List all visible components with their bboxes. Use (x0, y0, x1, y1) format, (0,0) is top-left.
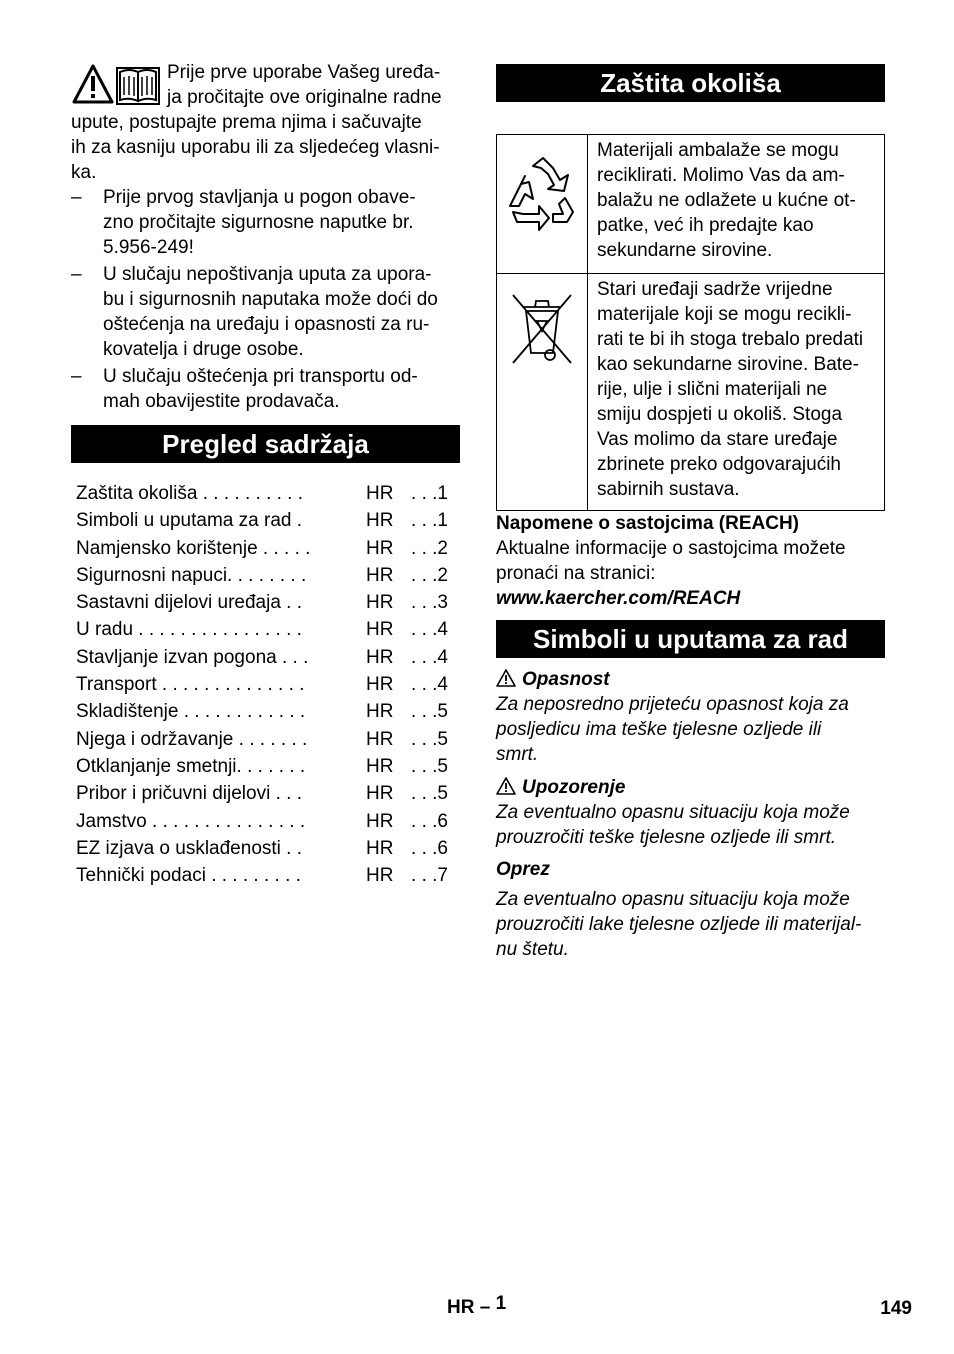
env-line: Stari uređaji sadrže vrijedne (597, 279, 833, 300)
table-cell (497, 135, 588, 274)
toc-row[interactable] (71, 753, 460, 780)
toc-row[interactable] (71, 671, 460, 698)
toc-row[interactable] (71, 507, 460, 534)
toc-title: Simboli u uputama za rad . (76, 510, 303, 532)
toc-lang: HR (366, 619, 394, 641)
table-cell (497, 274, 588, 511)
env-line: smiju dospjeti u okoliš. Stoga (597, 404, 843, 425)
toc-title: Jamstvo . . . . . . . . . . . . . . . (76, 810, 306, 832)
toc-lang: HR (366, 728, 394, 750)
toc-lang: HR (366, 837, 394, 859)
toc-row[interactable] (71, 535, 460, 562)
symbols-heading: Simboli u uputama za rad (496, 620, 885, 658)
toc-title: EZ izjava o usklađenosti . . (76, 837, 302, 859)
env-line: sekundarne sirovine. (597, 240, 773, 261)
env-line: patke, već ih predajte kao (597, 215, 814, 236)
toc-row[interactable] (71, 698, 460, 725)
toc-title: Sigurnosni napuci. . . . . . . . (76, 564, 307, 586)
toc-lang: HR (366, 810, 394, 832)
caution-line: Za eventualno opasnu situaciju koja može (496, 889, 850, 910)
danger-heading (496, 667, 885, 692)
toc-page: . . .6 (411, 837, 448, 859)
toc-lang: HR (366, 537, 394, 559)
warning-heading (496, 775, 885, 800)
reach-line: Aktualne informacije o sastojcima možete (496, 538, 846, 559)
toc-row[interactable] (71, 480, 460, 507)
reach-heading: Napomene o sastojcima (REACH) (496, 513, 800, 534)
toc-page: . . .5 (411, 728, 448, 750)
list-item (71, 364, 460, 414)
toc-lang: HR (366, 783, 394, 805)
toc-page: . . .2 (411, 564, 448, 586)
env-line: reciklirati. Molimo Vas da am- (597, 165, 845, 186)
list-line: kovatelja i druge osobe. (103, 339, 304, 360)
environment-table (496, 134, 885, 511)
toc-title: Zaštita okoliša . . . . . . . . . . (76, 483, 304, 504)
caution-line: prouzročiti lake tjelesne ozljede ili materijal- (496, 914, 862, 935)
list-line: 5.956-249! (103, 237, 194, 258)
toc-row[interactable] (71, 644, 460, 671)
list-dash: – (71, 187, 82, 208)
danger-line: Za neposredno prijeteću opasnost koja za (496, 694, 849, 715)
toc-row[interactable] (71, 835, 460, 862)
intro-line: upute, postupajte prema njima i sačuvajte (71, 112, 422, 133)
danger-label: Opasnost (522, 669, 610, 690)
warning-label: Upozorenje (522, 777, 626, 798)
toc-heading: Pregled sadržaja (71, 425, 460, 463)
toc-title: Njega i održavanje . . . . . . . (76, 728, 308, 750)
reach-url-link[interactable]: www.kaercher.com/REACH (496, 588, 741, 609)
intro-line: Prije prve uporabe Vašeg uređa- (167, 62, 441, 83)
recycle-icon (503, 154, 581, 234)
env-line: zbrinete preko odgovarajućih (597, 454, 841, 475)
toc-lang: HR (366, 701, 394, 723)
toc-row[interactable] (71, 726, 460, 753)
table-cell (588, 135, 885, 274)
footer-lang: HR (447, 1297, 475, 1318)
env-line: Vas molimo da stare uređaje (597, 429, 838, 450)
toc-title: U radu . . . . . . . . . . . . . . . . (76, 619, 302, 641)
warning-triangle-icon (496, 669, 516, 687)
env-line: rati te bi ih stoga trebalo predati (597, 329, 864, 350)
toc-title: Skladištenje . . . . . . . . . . . . (76, 701, 306, 723)
toc-page: . . .3 (411, 592, 448, 614)
toc-page: . . .5 (411, 783, 448, 805)
toc-lang: HR (366, 510, 394, 532)
intro-line: ka. (71, 162, 97, 183)
danger-line: smrt. (496, 744, 539, 765)
toc-row[interactable] (71, 808, 460, 835)
env-line: sabirnih sustava. (597, 479, 740, 500)
list-line: zno pročitajte sigurnosne naputke br. (103, 212, 414, 233)
toc-page: . . .4 (411, 646, 448, 668)
reach-line: pronaći na stranici: (496, 563, 656, 584)
toc-title: Tehnički podaci . . . . . . . . . (76, 865, 301, 887)
toc-lang: HR (366, 483, 394, 504)
toc-row[interactable] (71, 562, 460, 589)
table-row (497, 274, 885, 511)
toc-lang: HR (366, 865, 394, 887)
toc-title: Otklanjanje smetnji. . . . . . . (76, 755, 306, 777)
caution-line: nu štetu. (496, 939, 569, 960)
list-dash: – (71, 366, 82, 387)
toc-lang: HR (366, 674, 394, 696)
footer-dash: – (479, 1297, 491, 1318)
toc-lang: HR (366, 755, 394, 777)
list-line: bu i sigurnosnih naputaka može doći do (103, 289, 438, 310)
env-line: Materijali ambalaže se mogu (597, 140, 839, 161)
intro-block (71, 60, 460, 185)
env-line: materijale koji se mogu recikli- (597, 304, 852, 325)
toc-page: . . .4 (411, 619, 448, 641)
table-cell (588, 274, 885, 511)
toc-page: . . .4 (411, 674, 448, 696)
table-of-contents (71, 480, 460, 889)
intro-line: ja pročitajte ove originalne radne (167, 87, 442, 108)
toc-row[interactable] (71, 780, 460, 807)
left-column (71, 60, 460, 889)
warning-line: prouzročiti teške tjelesne ozljede ili smrt. (496, 827, 837, 848)
toc-lang: HR (366, 592, 394, 614)
danger-line: posljedicu ima teške tjelesne ozljede ili (496, 719, 822, 740)
toc-title: Namjensko korištenje . . . . . (76, 537, 311, 559)
toc-page: . . .5 (411, 755, 448, 777)
footer-section-label (447, 1293, 507, 1319)
list-line: Prije prvog stavljanja u pogon obave- (103, 187, 416, 208)
toc-page: . . .2 (411, 537, 448, 559)
toc-row[interactable] (71, 862, 460, 889)
toc-title: Stavljanje izvan pogona . . . (76, 646, 309, 668)
intro-icons (71, 62, 163, 110)
env-line: kao sekundarne sirovine. Bate- (597, 354, 859, 375)
toc-lang: HR (366, 646, 394, 668)
warning-triangle-icon (496, 777, 516, 795)
env-line: balažu ne odlažete u kućne ot- (597, 190, 856, 211)
toc-page: . . .7 (411, 865, 448, 887)
caution-label: Oprez (496, 859, 550, 880)
toc-page: . . .5 (411, 701, 448, 723)
environment-heading: Zaštita okoliša (496, 64, 885, 102)
env-line: rije, ulje i slični materijali ne (597, 379, 828, 400)
list-line: oštećenja na uređaju i opasnosti za ru- (103, 314, 430, 335)
right-column (496, 64, 885, 962)
list-line: U slučaju oštećenja pri transportu od- (103, 366, 418, 387)
footer-section-page: 1 (495, 1293, 507, 1314)
toc-row[interactable] (71, 616, 460, 643)
page-number: 149 (880, 1298, 912, 1319)
list-dash: – (71, 264, 82, 285)
list-line: U slučaju nepoštivanja uputa za upora- (103, 264, 432, 285)
toc-page: . . .1 (411, 510, 448, 532)
toc-page: . . .1 (411, 483, 448, 504)
intro-line: ih za kasniju uporabu ili za sljedećeg vlasni- (71, 137, 440, 158)
crossed-bin-icon (509, 289, 575, 369)
list-item (71, 185, 460, 260)
toc-title: Pribor i pričuvni dijelovi . . . (76, 783, 302, 805)
warning-manual-icon (71, 62, 163, 106)
toc-title: Transport . . . . . . . . . . . . . . (76, 674, 305, 696)
toc-row[interactable] (71, 589, 460, 616)
toc-title: Sastavni dijelovi uređaja . . (76, 592, 303, 614)
list-item (71, 262, 460, 362)
toc-page: . . .6 (411, 810, 448, 832)
warning-line: Za eventualno opasnu situaciju koja može (496, 802, 850, 823)
toc-lang: HR (366, 564, 394, 586)
table-row (497, 135, 885, 274)
list-line: mah obavijestite prodavača. (103, 391, 340, 412)
